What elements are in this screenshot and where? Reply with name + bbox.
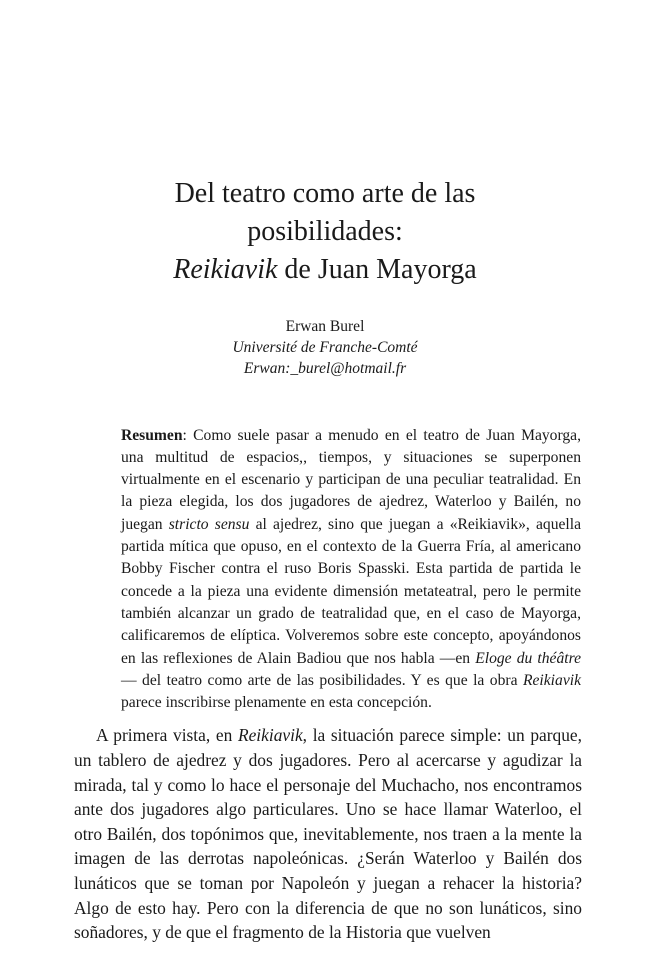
abstract-text-2: al ajedrez, sino que juegan a «Reikiavik», aquella partida mítica que opuso, en el contexto de la Guerra Fría, al americano Bobby Fischer contra el ruso Boris Spasski. Esta partida de partida le concede a la pieza una evidente dimensión metateatral, pero le permite también alcanzar un grado de teatralidad que, en el caso de Mayorga, calificaremos de elíptica. Volveremos sobre este concepto, apoyándonos en las reflexiones de Alain Badiou que nos habla —en bbox=[121, 515, 581, 667]
abstract-label: Resumen bbox=[121, 426, 183, 444]
title-line-3 bbox=[100, 251, 550, 289]
abstract-italic-1: stricto sensu bbox=[168, 515, 250, 533]
abstract-italic-2: Eloge du théâtre bbox=[475, 649, 581, 667]
article-title bbox=[100, 175, 550, 289]
abstract bbox=[121, 425, 581, 715]
author-email: Erwan:_burel@hotmail.fr bbox=[243, 360, 407, 377]
author-name: Erwan Burel bbox=[285, 318, 365, 335]
abstract-italic-3: Reikiavik bbox=[522, 671, 581, 689]
author-affiliation: Université de Franche-Comté bbox=[232, 339, 418, 356]
title-play-name: Reikiavik bbox=[173, 254, 278, 285]
body-text-2: , la situación parece simple: un parque, un tablero de ajedrez y dos jugadores. Pero al acercarse y agudizar la mirada, tal y como lo hace el personaje del Muchacho, nos encontramos ante dos jugadores algo particulares. Uno se hace llamar Waterloo, el otro Bailén, dos topónimos que, inevitablemente, nos traen a la mente la imagen de las derrotas napoleónicas. ¿Serán Waterloo y Bailén dos lunáticos que se toman por Napoleón y juegan a rehacer la historia? Algo de esto hay. Pero con la diferencia de que no son lunáticos, sino soñadores, y de que el fragmento de la Historia que vuelven bbox=[74, 725, 583, 943]
title-line-2: posibilidades: bbox=[247, 216, 403, 247]
body-paragraph bbox=[74, 723, 582, 944]
body-text-1: A primera vista, en bbox=[96, 725, 238, 746]
abstract-text-1: : Como suele pasar a menudo en el teatro de Juan Mayorga, una multitud de espacios,, tiempos, y situaciones se superponen virtualmente en el escenario y participan de una peculiar teatralidad. En la pieza elegida, los dos jugadores de ajedrez, Waterloo y Bailén, no juegan bbox=[121, 426, 581, 533]
abstract-text-3: — del teatro como arte de las posibilidades. Y es que la obra bbox=[121, 671, 523, 689]
abstract-text-4: parece inscribirse plenamente en esta concepción. bbox=[121, 694, 432, 712]
title-line-1: Del teatro como arte de las bbox=[174, 178, 476, 209]
title-line-3-rest: de Juan Mayorga bbox=[277, 254, 477, 285]
author-block bbox=[150, 316, 500, 379]
body-italic-1: Reikiavik bbox=[237, 725, 303, 746]
